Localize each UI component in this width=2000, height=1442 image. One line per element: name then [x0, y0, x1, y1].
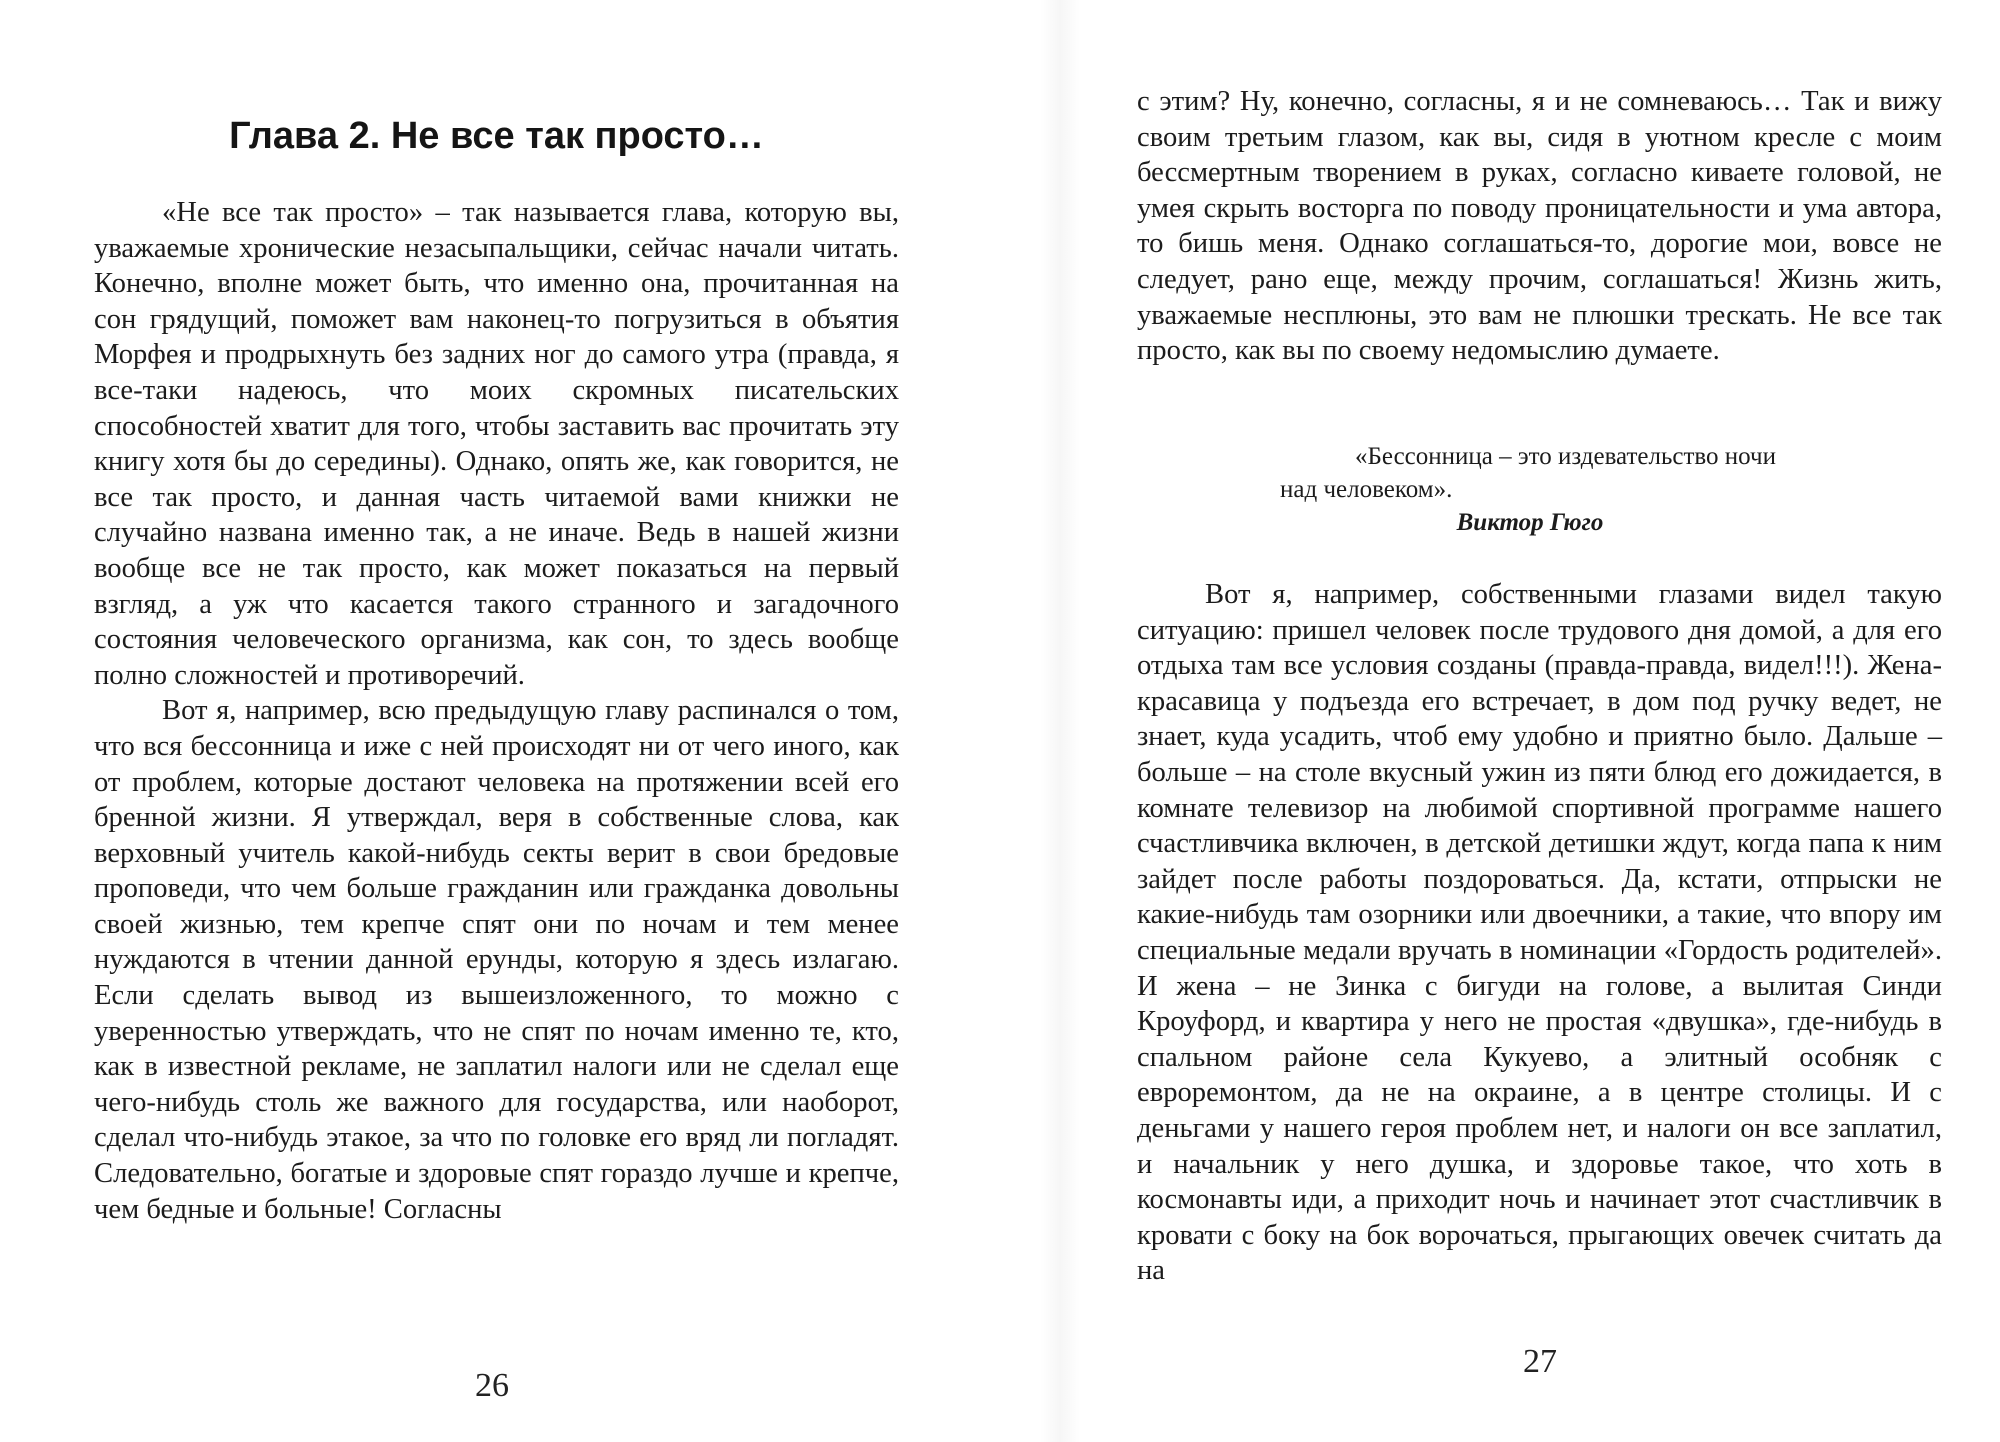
paragraph: «Не все так просто» – так называется глава, которую вы, уважаемые хронические незасыпальщики, сейчас начали читать. Конечно, вполне может быть, что именно она, прочитанная на сон грядущий, поможет вам наконец-то погрузиться в объятия Морфея и продрыхнуть без задних ног до самого утра (правда, я все-таки надеюсь, что моих скромных писательских способностей хватит для того, чтобы заставить вас прочитать эту книгу хотя бы до середины). Однако, опять же, как говорится, не все так просто, и данная часть читаемой вами книжки не случайно названа именно так, а не иначе. Ведь в нашей жизни вообще все не так просто, как может показаться на первый взгляд, а уж что касается такого странного и загадочного состояния человеческого организма, как сон, то здесь вообще полно сложностей и противоречий.: [94, 197, 899, 691]
paragraph: Вот я, например, всю предыдущую главу распинался о том, что вся бессонница и иже с ней происходят ни от чего иного, как от проблем, которые достают человека на протяжении всей его бренной жизни. Я утверждал, веря в собственные слова, как верховный учитель какой-нибудь секты верит в свои бредовые проповеди, что чем больше гражданин или гражданка довольны своей жизнью, тем крепче спят они по ночам и тем менее нуждаются в чтении данной ерунды, которую я здесь излагаю. Если сделать вывод из вышеизложенного, то можно с уверенностью утверждать, что не спят по ночам именно те, кто, как в известной рекламе, не заплатил налоги или не сделал еще чего-нибудь столь же важного для государства, или наоборот, сделал что-нибудь этакое, за что по головке его вряд ли погладят. Следовательно, богатые и здоровые спят гораздо лучше и крепче, чем бедные и больные! Согласны: [94, 695, 899, 1225]
paragraph: Вот я, например, собственными глазами видел такую ситуацию: пришел человек после трудового дня домой, а для его отдыха там все условия созданы (правда-правда, видел!!!). Жена-красавица у подъезда его встречает, в дом под ручку ведет, не знает, куда усадить, чтоб ему удобно и приятно было. Дальше – больше – на столе вкусный ужин из пяти блюд его дожидается, в комнате телевизор на любимой спортивной программе нашего счастливчика включен, в детской детишки ждут, когда папа к ним зайдет после работы поздороваться. Да, кстати, отпрыски не какие-нибудь там озорники или двоечники, а такие, что впору им специальные медали вручать в номинации «Гордость родителей». И жена – не Зинка с бигуди на голове, а вылитая Синди Кроуфорд, и квартира у него не простая «двушка», где-нибудь в спальном районе села Кукуево, а элитный особняк с евроремонтом, да не на окраине, а в центре столицы. И с деньгами у нашего героя проблем нет, и налоги он все заплатил, и начальник у него душка, и здоровье такое, что хоть в космонавты иди, а приходит ночь и начинает этот счастливчик в кровати с боку на бок ворочаться, прыгающих овечек считать да на: [1137, 579, 1942, 1287]
epigraph-author: Виктор Гюго: [1456, 509, 1604, 536]
page-number-left: 26: [475, 1367, 509, 1404]
epigraph: [1280, 440, 1880, 539]
epigraph-quote-line1: «Бессонница – это издевательство ночи: [1355, 443, 1776, 470]
epigraph-quote-line2: над человеком».: [1280, 476, 1453, 503]
page-number-right: 27: [1523, 1343, 1557, 1380]
left-page-body: [94, 195, 899, 1227]
right-page-body: [1137, 577, 1942, 1289]
chapter-title: Глава 2. Не все так просто…: [229, 115, 764, 157]
paragraph: с этим? Ну, конечно, согласны, я и не сомневаюсь… Так и вижу своим третьим глазом, как вы, сидя в уютном кресле с моим бессмертным творением в руках, согласно киваете головой, не умея скрыть восторга по поводу проницательности и ума автора, то бишь меня. Однако соглашаться-то, дорогие мои, вовсе не следует, рано еще, между прочим, соглашаться! Жизнь жить, уважаемые несплюны, это вам не плюшки трескать. Не все так просто, как вы по своему недомыслию думаете.: [1137, 86, 1942, 367]
right-page-continuation: [1137, 84, 1942, 369]
